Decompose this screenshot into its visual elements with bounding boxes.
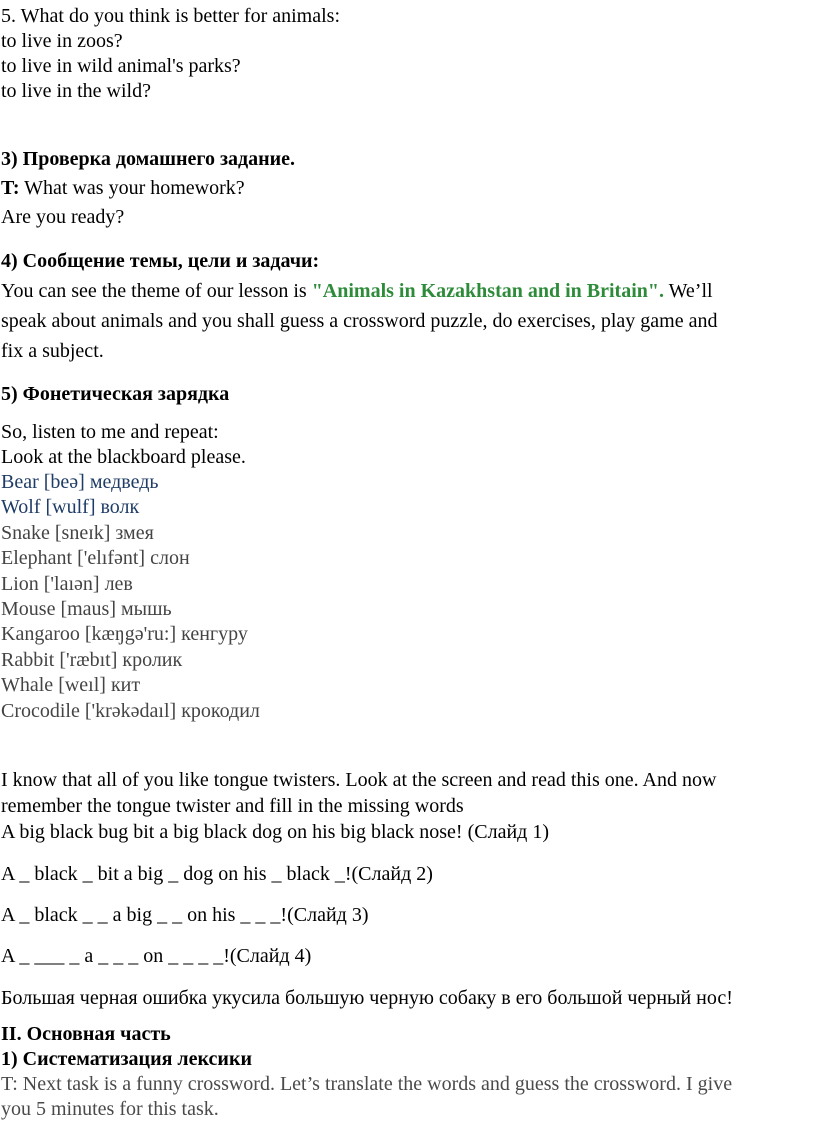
section3-heading: 3) Проверка домашнего задание. bbox=[1, 148, 296, 170]
section4-suffix: We’ll bbox=[664, 280, 713, 302]
section5-line: Look at the blackboard please. bbox=[1, 446, 246, 468]
intro-option: to live in the wild? bbox=[1, 80, 151, 102]
section5-line: So, listen to me and repeat: bbox=[1, 421, 219, 443]
twister-translation: Большая черная ошибка укусила большую черную собаку в его большой черный нос! bbox=[1, 987, 733, 1009]
section4-line: speak about animals and you shall guess a crossword puzzle, do exercises, play game and bbox=[1, 310, 718, 332]
section3-line: Are you ready? bbox=[1, 206, 125, 228]
section3-line bbox=[1, 176, 245, 200]
section4-line: fix a subject. bbox=[1, 340, 104, 362]
lesson-theme: "Animals in Kazakhstan and in Britain". bbox=[311, 280, 664, 302]
vocab-word: Elephant ['elıfənt] слон bbox=[1, 547, 190, 569]
teacher-label: T: bbox=[1, 177, 20, 199]
twister-slide: A _ ___ _ a _ _ _ on _ _ _ _!(Слайд 4) bbox=[1, 945, 312, 967]
twister-line: I know that all of you like tongue twisters. Look at the screen and read this one. And now bbox=[1, 769, 717, 791]
main-line: you 5 minutes for this task. bbox=[1, 1098, 219, 1120]
twister-slide: A _ black _ _ a big _ _ on his _ _ _!(Слайд 3) bbox=[1, 904, 369, 926]
intro-option: to live in zoos? bbox=[1, 30, 123, 52]
vocab-word: Whale [weıl] кит bbox=[1, 674, 141, 696]
section5-heading: 5) Фонетическая зарядка bbox=[1, 383, 230, 405]
vocab-word: Wolf [wulf] волк bbox=[1, 496, 140, 518]
vocab-word: Rabbit ['ræbıt] кролик bbox=[1, 649, 183, 671]
main-heading: II. Основная часть bbox=[1, 1023, 171, 1045]
vocab-word: Snake [sneɪk] змея bbox=[1, 522, 154, 544]
vocab-word: Mouse [maus] мышь bbox=[1, 598, 172, 620]
main-subheading: 1) Систематизация лексики bbox=[1, 1048, 252, 1070]
twister-line: A big black bug bit a big black dog on his big black nose! (Слайд 1) bbox=[1, 821, 549, 843]
vocab-word: Bear [beə] медведь bbox=[1, 471, 159, 493]
twister-line: remember the tongue twister and fill in the missing words bbox=[1, 795, 464, 817]
section4-line bbox=[1, 279, 713, 303]
twister-slide: A _ black _ bit a big _ dog on his _ black _!(Слайд 2) bbox=[1, 863, 433, 885]
intro-question: 5. What do you think is better for animals: bbox=[1, 5, 341, 27]
section4-prefix: You can see the theme of our lesson is bbox=[1, 280, 312, 302]
main-line: T: Next task is a funny crossword. Let’s translate the words and guess the crossword. I give bbox=[1, 1073, 733, 1095]
vocab-word: Crocodile ['krəkədaıl] крокодил bbox=[1, 700, 260, 722]
section3-text: What was your homework? bbox=[19, 177, 245, 199]
vocab-word: Kangaroo [kæŋgə'ru:] кенгуру bbox=[1, 623, 248, 645]
vocab-word: Lion ['laıən] лев bbox=[1, 573, 133, 595]
intro-option: to live in wild animal's parks? bbox=[1, 55, 241, 77]
section4-heading: 4) Сообщение темы, цели и задачи: bbox=[1, 250, 320, 272]
